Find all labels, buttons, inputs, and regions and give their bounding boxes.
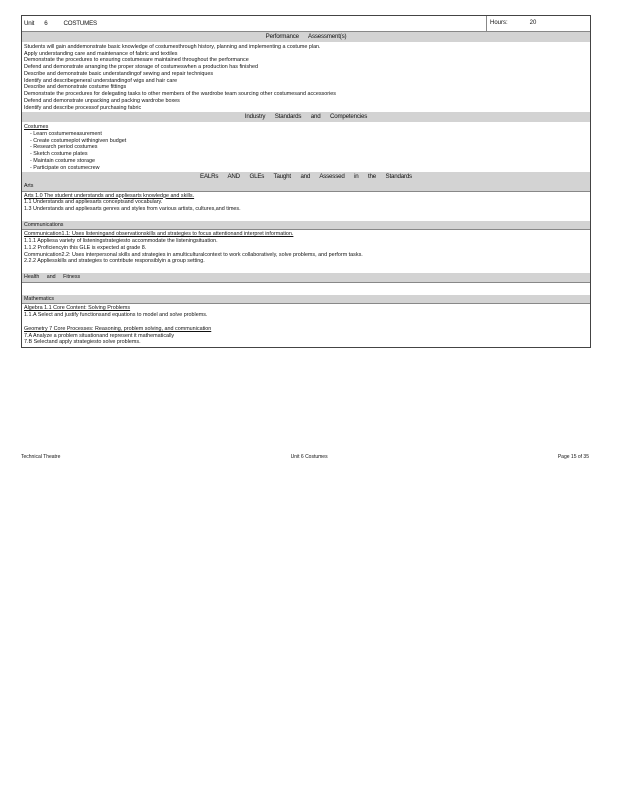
communications-label: Communications [22,221,590,230]
math-label: Mathematics [22,295,590,304]
industry-item: - Maintain costume storage [30,157,96,164]
unit-table [21,15,591,348]
communications-title: Communication1.1: Uses listeningand observationskills and strategies to focus attentionand interpret information. [24,231,294,238]
arts-label: Arts [22,182,590,191]
industry-heading: Industry Standards and Competencies [22,112,590,122]
performance-line: Defend and demonstrate unpacking and packing wardrobe boxes [24,97,180,104]
industry-item: - Learn costumemeasurement [30,130,102,137]
hours-value: 20 [529,19,537,26]
health-section [22,282,590,295]
communications-line: 2.2.2 Appliesskills and strategies to contribute responsiblyin a group setting. [24,258,205,265]
industry-item: - Research period costumes [30,144,98,151]
unit-label: Unit [24,19,35,27]
industry-item: - Create costumeplot withingiven budget [30,137,127,144]
footer-center: Unit 6 Costumes [290,454,328,460]
performance-heading: Performance Assessment(s) [22,32,590,42]
math-line: 7.A Analyze a problem situationand represent it mathematically [24,332,175,339]
unit-title: COSTUMES [63,19,97,27]
unit-header-row [22,16,590,32]
arts-line: 1.1 Understands and appliesarts conceptsand vocabulary. [24,199,163,206]
performance-line: Identify and describe processof purchasing fabric [24,104,142,111]
ealrs-heading: EALRs AND GLEs Taught and Assessed in the Standards [22,172,590,182]
footer-page-number: Page 15 of 35 [557,454,589,460]
industry-list [22,122,590,172]
performance-line: Apply understanding care and maintenance of fabric and textiles [24,50,178,57]
math-line: 7.B Selectand apply strategiesto solve problems. [24,339,141,346]
unit-cell [22,20,486,28]
footer-left: Technical Theatre [21,454,61,460]
communications-line: Communication2.2: Uses interpersonal skills and strategies in amulticulturalcontext to work collaboratively, solve problems, and perform tasks. [24,251,363,258]
performance-line: Demonstrate the procedures for delegating tasks to other members of the wardrobe team sourcing other costumesand accessories [24,91,336,97]
math-title-algebra: Algebra 1.1 Core Content: Solving Problems [24,305,131,312]
page-footer [21,454,589,460]
health-label: Health and Fitness [22,273,590,282]
arts-line: 1.3 Understands and appliesarts genres and styles from various artists, cultures,and times. [24,206,241,213]
math-section [22,303,590,347]
hours-cell [486,16,590,31]
communications-section [22,229,590,273]
unit-number: 6 [44,19,48,27]
industry-subtitle: Costumes [24,124,49,130]
industry-item: - Participate on costumecrew [30,164,100,171]
communications-line: 1.1.2 Proficiencyin this GLE is expected at grade 8. [24,244,147,251]
arts-title: Arts 1.0 The student understands and appliesarts knowledge and skills. [24,192,195,199]
industry-item: - Sketch costume plates [30,151,88,157]
document [21,15,591,348]
hours-label: Hours: [490,19,508,26]
performance-line: Demonstrate the procedures to ensuring costumesare maintained throughout the performance [24,57,249,64]
performance-line: Defend and demonstrate arranging the proper storage of costumeswhen a production has finished [24,64,259,70]
math-title-geometry: Geometry 7 Core Processes: Reasoning, problem solving, and communication [24,325,212,332]
performance-line: Describe and demonstrate basic understandingof sewing and repair techniques [24,70,214,77]
performance-line: Identify and describegeneral understandingof wigs and hair care [24,77,178,84]
performance-line: Describe and demonstrate costume fittings [24,84,127,91]
math-line: 1.1.A Select and justify functionsand equations to model and solve problems. [24,312,208,319]
performance-list [22,42,590,113]
performance-line: Students will gain anddemonstrate basic knowledge of costumesthrough history, planning and implementing a costume plan. [24,43,321,50]
arts-section [22,191,590,221]
communications-line: 1.1.1 Appliesa variety of listeningstrategiesto accommodate the listeningsituation. [24,238,218,245]
